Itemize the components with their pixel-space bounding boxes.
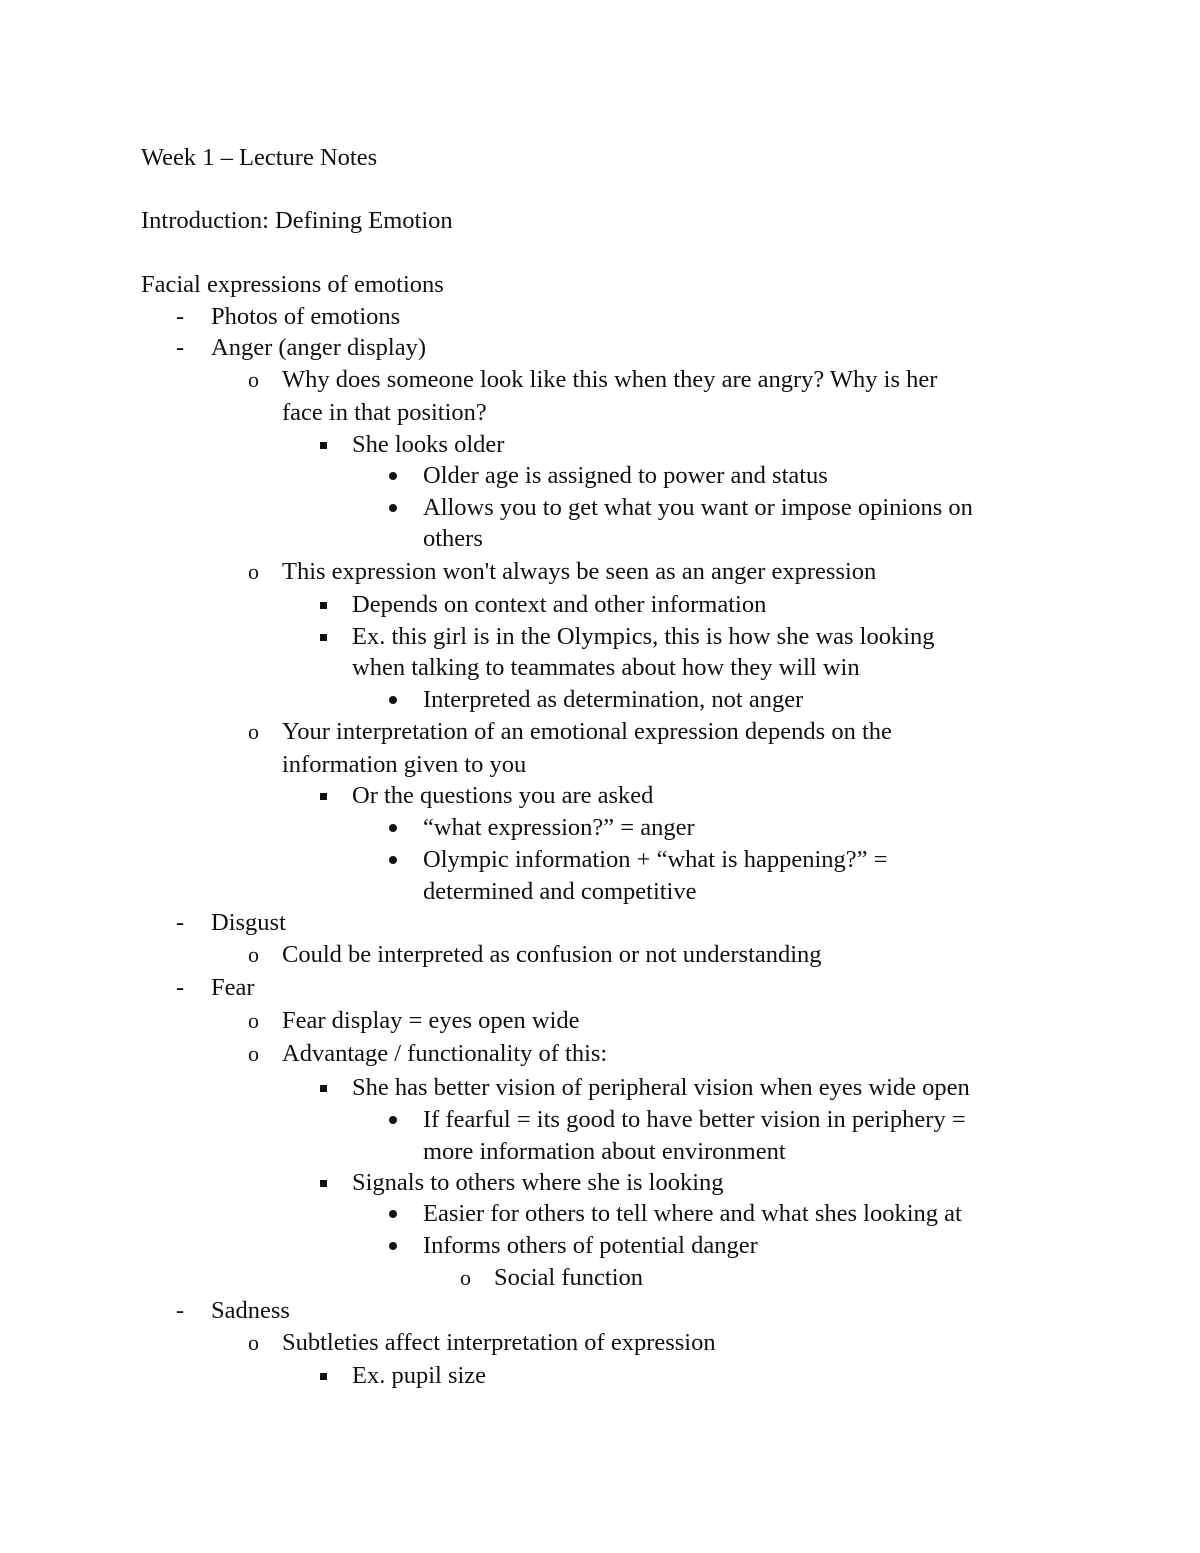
outline-item: Ex. this girl is in the Olympics, this is how she was looking [352, 623, 935, 650]
circle-bullet-icon: o [248, 1041, 259, 1066]
square-bullet-icon [320, 1085, 327, 1092]
dot-bullet-icon [389, 856, 397, 864]
dot-bullet-icon [389, 472, 397, 480]
outline-item: Allows you to get what you want or impose opinions on [423, 494, 973, 521]
dot-bullet-icon [389, 1242, 397, 1250]
outline-item: “what expression?” = anger [423, 814, 695, 841]
outline-item: when talking to teammates about how they will win [352, 654, 860, 681]
square-bullet-icon [320, 1180, 327, 1187]
square-bullet-icon [320, 1373, 327, 1380]
square-bullet-icon [320, 602, 327, 609]
square-bullet-icon [320, 634, 327, 641]
outline-item: Easier for others to tell where and what shes looking at [423, 1200, 962, 1227]
outline-item: She looks older [352, 431, 505, 458]
dot-bullet-icon [389, 1210, 397, 1218]
outline-item: others [423, 525, 483, 552]
circle-bullet-icon: o [248, 367, 259, 392]
outline-item: face in that position? [282, 399, 487, 426]
outline-item: Photos of emotions [211, 303, 401, 330]
section-heading: Introduction: Defining Emotion [141, 207, 453, 234]
outline-item: Fear display = eyes open wide [282, 1007, 580, 1034]
circle-bullet-icon: o [460, 1265, 471, 1290]
circle-bullet-icon: o [248, 1008, 259, 1033]
dash-bullet-icon: - [176, 974, 185, 1001]
outline-item: Or the questions you are asked [352, 782, 654, 809]
outline-item: Informs others of potential danger [423, 1232, 758, 1259]
outline-item: This expression won't always be seen as an anger expression [282, 558, 877, 585]
dash-bullet-icon: - [176, 1297, 185, 1324]
outline-item: Subtleties affect interpretation of expression [282, 1329, 716, 1356]
outline-item: information given to you [282, 751, 527, 778]
circle-bullet-icon: o [248, 942, 259, 967]
circle-bullet-icon: o [248, 1330, 259, 1355]
dot-bullet-icon [389, 1116, 397, 1124]
outline-item: Disgust [211, 909, 286, 936]
circle-bullet-icon: o [248, 719, 259, 744]
outline-item: Sadness [211, 1297, 290, 1324]
outline-item: Your interpretation of an emotional expression depends on the [282, 718, 892, 745]
outline-item: She has better vision of peripheral vision when eyes wide open [352, 1074, 970, 1101]
outline-item: Signals to others where she is looking [352, 1169, 724, 1196]
dash-bullet-icon: - [176, 303, 185, 330]
dot-bullet-icon [389, 504, 397, 512]
outline-item: Could be interpreted as confusion or not understanding [282, 941, 822, 968]
outline-item: Advantage / functionality of this: [282, 1040, 608, 1067]
dot-bullet-icon [389, 696, 397, 704]
square-bullet-icon [320, 793, 327, 800]
document-title: Week 1 – Lecture Notes [141, 144, 378, 171]
circle-bullet-icon: o [248, 559, 259, 584]
dash-bullet-icon: - [176, 909, 185, 936]
outline-item: Olympic information + “what is happening?” = [423, 846, 888, 873]
outline-item: Depends on context and other information [352, 591, 767, 618]
outline-item: Why does someone look like this when they are angry? Why is her [282, 366, 938, 393]
dash-bullet-icon: - [176, 334, 185, 361]
outline-item: Anger (anger display) [211, 334, 426, 361]
outline-item: If fearful = its good to have better vision in periphery = [423, 1106, 966, 1133]
dot-bullet-icon [389, 824, 397, 832]
outline-item: more information about environment [423, 1138, 786, 1165]
outline-item: Interpreted as determination, not anger [423, 686, 804, 713]
outline-item: determined and competitive [423, 878, 697, 905]
outline-item: Ex. pupil size [352, 1362, 487, 1389]
outline-item: Social function [494, 1264, 644, 1291]
square-bullet-icon [320, 442, 327, 449]
outline-item: Older age is assigned to power and status [423, 462, 828, 489]
section-heading: Facial expressions of emotions [141, 271, 444, 298]
outline-item: Fear [211, 974, 255, 1001]
